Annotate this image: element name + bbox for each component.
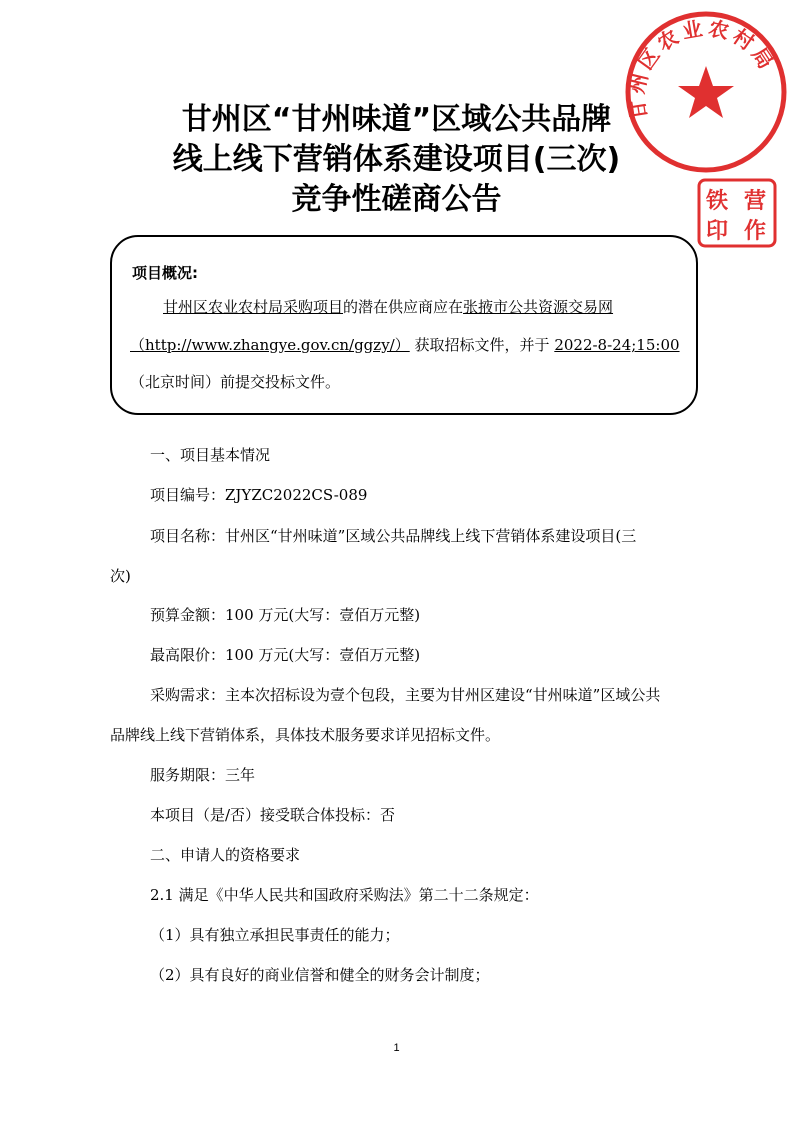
seal-text: 甘州区农业农村局 bbox=[624, 15, 781, 122]
overview-heading: 项目概况: bbox=[132, 264, 198, 282]
overview-text-2: 获取招标文件，并于 bbox=[414, 336, 550, 354]
purchaser-link: 甘州区农业农村局采购项目 bbox=[163, 298, 344, 316]
title-line-1: 甘州区“甘州味道”区域公共品牌 bbox=[181, 102, 612, 137]
section-heading-1: 一、项目基本情况 bbox=[150, 446, 271, 464]
svg-text:铁: 铁 bbox=[705, 189, 729, 214]
svg-text:作: 作 bbox=[743, 219, 767, 244]
consortium-bidding: 本项目（是/否）接受联合体投标：否 bbox=[150, 806, 396, 824]
svg-text:印: 印 bbox=[705, 219, 729, 244]
official-seal bbox=[622, 8, 790, 176]
requirement-item-1: （1）具有独立承担民事责任的能力； bbox=[150, 926, 400, 944]
title-line-2: 线上线下营销体系建设项目(三次) bbox=[172, 142, 621, 177]
square-stamp bbox=[697, 178, 777, 248]
budget-amount: 预算金额：100 万元(大写：壹佰万元整) bbox=[150, 606, 421, 624]
platform-url-link[interactable]: （http://www.zhangye.gov.cn/ggzy/） bbox=[130, 336, 410, 354]
service-period: 服务期限：三年 bbox=[150, 766, 256, 784]
overview-text-1: 的潜在供应商应在 bbox=[343, 298, 464, 316]
overview-line-1 bbox=[163, 297, 613, 317]
requirement-item-2: （2）具有良好的商业信誉和健全的财务会计制度； bbox=[150, 966, 490, 984]
overview-line-2 bbox=[130, 335, 680, 355]
project-name-line-2: 次) bbox=[110, 567, 131, 585]
overview-line-3: （北京时间）前提交投标文件。 bbox=[130, 373, 341, 391]
platform-link[interactable]: 张掖市公共资源交易网 bbox=[463, 298, 614, 316]
requirement-2-1: 2.1 满足《中华人民共和国政府采购法》第二十二条规定： bbox=[150, 886, 539, 904]
star-icon bbox=[678, 66, 734, 118]
section-heading-2: 二、申请人的资格要求 bbox=[150, 846, 301, 864]
procurement-demand-line-2: 品牌线上线下营销体系，具体技术服务要求详见招标文件。 bbox=[110, 726, 501, 744]
procurement-demand-line-1: 采购需求：主本次招标设为壹个包段，主要为甘州区建设“甘州味道”区域公共 bbox=[150, 686, 661, 704]
svg-text:营: 营 bbox=[743, 189, 767, 214]
title-line-3: 竞争性磋商公告 bbox=[291, 182, 502, 217]
project-name-line-1: 项目名称：甘州区“甘州味道”区域公共品牌线上线下营销体系建设项目(三 bbox=[150, 527, 637, 545]
max-price: 最高限价：100 万元(大写：壹佰万元整) bbox=[150, 646, 421, 664]
deadline: 2022-8-24;15:00 bbox=[554, 336, 680, 354]
project-number: 项目编号：ZJYZC2022CS-089 bbox=[150, 486, 368, 504]
page-number: 1 bbox=[393, 1042, 400, 1054]
